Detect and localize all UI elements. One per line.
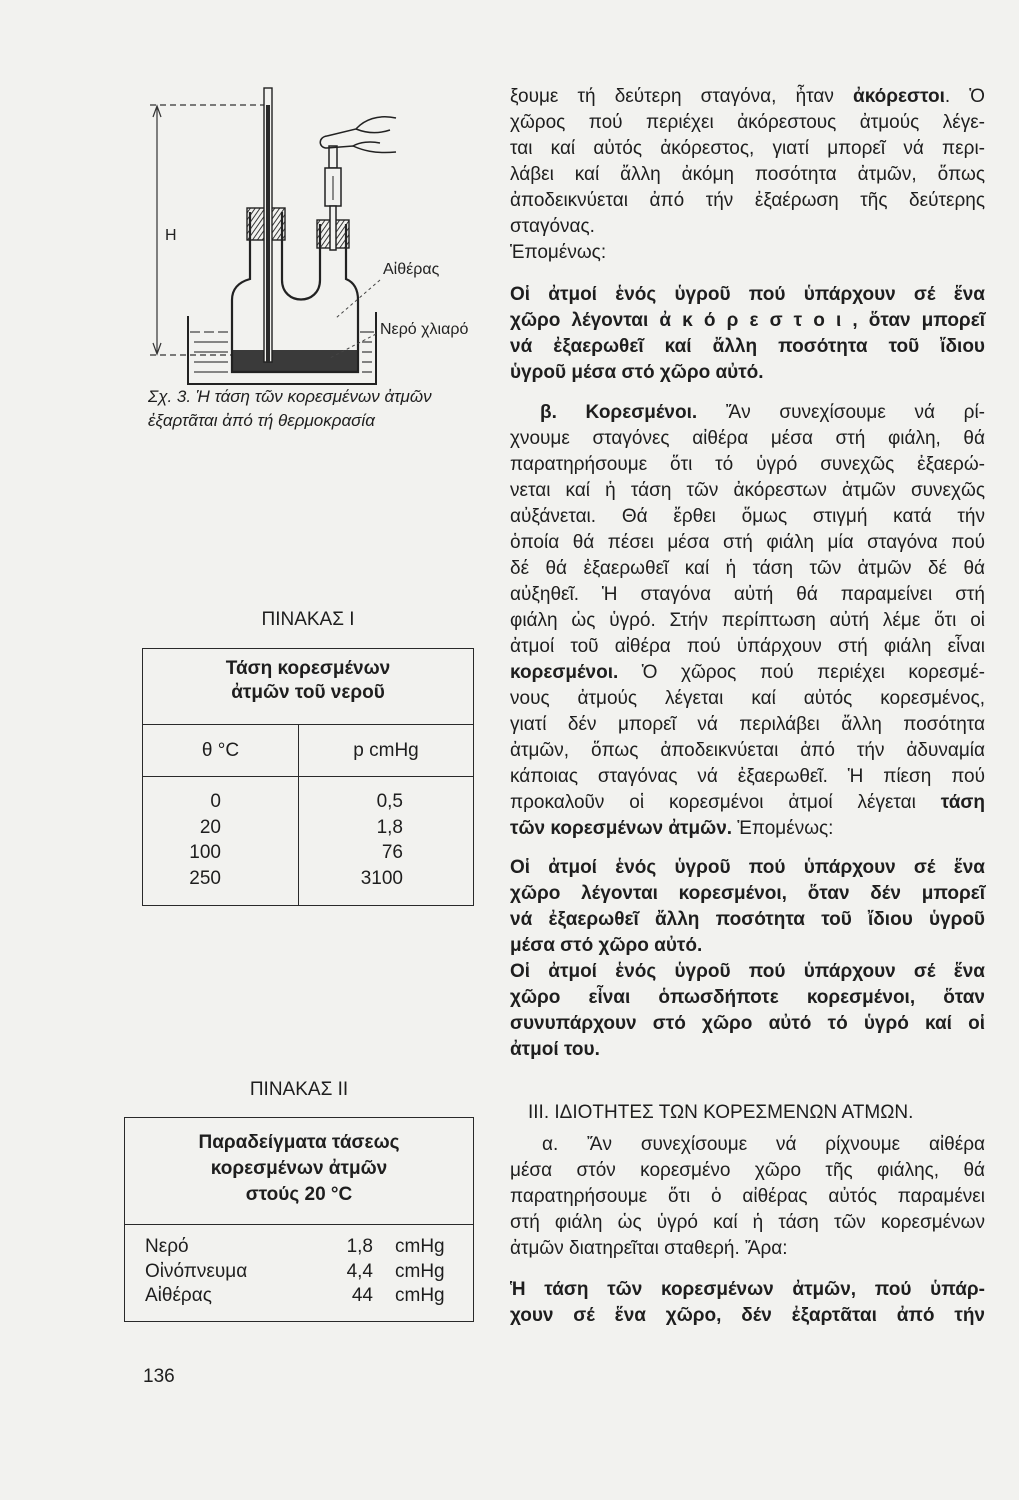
table-row <box>143 866 473 892</box>
text-line: συνυπάρχουν στό χῶρο αὐτό τό ὑγρό καί οἱ <box>510 1013 985 1034</box>
table-row <box>125 1235 473 1260</box>
text-line: ἀτμῶν διατηρεῖται σταθερή. Ἄρα: <box>510 1238 788 1259</box>
vapour-pressure-apparatus-figure <box>140 80 500 400</box>
text-line: χῶρο εἶναι ὁπωσδήποτε κορεσμένοι, ὅταν <box>510 987 985 1008</box>
unit-cell: cmHg <box>395 1285 445 1306</box>
text-line: αὐξάνεται. Θά ἔρθει ὅμως στιγμή κατά τήν <box>510 506 985 527</box>
text-line: παρατηρήσουμε ὅτι τό ὑγρό συνεχῶς ἐξαερώ- <box>510 454 985 475</box>
substance-cell: Οἰνόπνευμα <box>145 1260 248 1282</box>
pressure-cell: 0,5 <box>376 791 403 812</box>
ether-label: Αἰθέρας <box>383 261 440 278</box>
heading-line: Παραδείγματα τάσεως <box>198 1132 400 1153</box>
text-run: προκαλοῦν οἱ κορεσμένοι ἀτμοί λέγεται <box>510 792 941 813</box>
text-line: Οἱ ἀτμοί ἑνός ὑγροῦ πού ὑπάρχουν σέ ἕνα <box>510 961 985 982</box>
text-line: λάβει καί ἄλλη ἀκόμη ποσότητα ἀτμῶν, ὅπως <box>510 164 985 185</box>
text-line: Οἱ ἀτμοί ἑνός ὑγροῦ πού ὑπάρχουν σέ ἕνα <box>510 857 985 878</box>
text-line: νά ἐξαερωθεῖ ἄλλη ποσότητα τοῦ ἴδιου ὑγροῦ <box>510 909 985 930</box>
text-run: Ἄν συνεχίσουμε νά ρί- <box>697 402 985 423</box>
heading-line: στούς 20 °C <box>245 1184 353 1205</box>
text-line: Οἱ ἀτμοί ἑνός ὑγροῦ πού ὑπάρχουν σέ ἕνα <box>510 284 985 305</box>
emphasized-text: τῶν κορεσμένων ἀτμῶν. <box>510 818 733 839</box>
substance-cell: Νερό <box>145 1236 189 1257</box>
water-trough <box>188 312 376 384</box>
hand-icon <box>320 117 396 153</box>
text-run: Ἑπομένως: <box>732 818 834 839</box>
text-line: σταγόνας. <box>510 216 595 237</box>
definition-paragraph <box>510 282 985 386</box>
heading-line: ἀτμῶν τοῦ νεροῦ <box>231 682 385 703</box>
text-run: . Ὁ <box>944 86 986 107</box>
column-header-pressure: p cmHg <box>353 740 419 761</box>
value-cell: 44 <box>351 1285 373 1306</box>
table-row <box>143 815 473 841</box>
caption-line: Σχ. 3. Ἡ τάση τῶν κορεσμένων ἀτμῶν <box>148 387 432 406</box>
definition-paragraph <box>510 959 985 1063</box>
text-line: νους ἀτμούς λέγεται καί αὐτός κορεσμένος, <box>510 688 985 709</box>
unit-cell: cmHg <box>395 1236 445 1257</box>
table2-title: ΠΙΝΑΚΑΣ ΙΙ <box>249 1079 349 1100</box>
text-line: ται καί αὐτός ἀκόρεστος, γιατί μπορεῖ νά περι- <box>510 138 985 159</box>
definition-paragraph <box>510 1277 985 1329</box>
text-line: χῶρο λέγονται ἀ κ ό ρ ε σ τ ο ι , ὅταν μπορεῖ <box>510 310 985 331</box>
glass-tube <box>264 88 272 362</box>
caption-line: ἐξαρτᾶται ἀπό τή θερμοκρασία <box>148 411 375 430</box>
section-heading <box>510 1100 985 1126</box>
text-line: μέσα στό χῶρο αὐτό. <box>510 935 703 956</box>
text-line <box>510 660 985 686</box>
table-row <box>143 840 473 866</box>
text-line <box>510 84 985 110</box>
temperature-cell: 20 <box>199 816 221 838</box>
table1-title: ΠΙΝΑΚΑΣ Ι <box>261 609 355 630</box>
temperature-cell: 100 <box>189 842 221 863</box>
emphasized-text: κορεσμένοι. <box>510 662 619 683</box>
text-line: παρατηρήσουμε ὅτι ὁ αἰθέρας αὐτός παραμένει <box>510 1186 985 1207</box>
text-line: χνουμε σταγόνες αἰθέρα μέσα στή φιάλη, θά <box>510 428 985 449</box>
text-line: ἀποδεικνύεται ἀπό τήν ἐξαέρωση τῆς δεύτερης <box>510 190 985 211</box>
text-line: ὁποία θά πέσει μέσα στή φιάλη μία σταγόνα πού <box>510 532 985 553</box>
table-row <box>125 1284 473 1309</box>
text-line: νεται καί ἡ τάση τῶν ἀκόρεστων ἀτμῶν συνεχῶς <box>510 480 985 501</box>
text-line: ἀτμοί του. <box>510 1039 600 1060</box>
temperature-cell: 250 <box>189 867 221 889</box>
text-line: ἀτμοί τοῦ αἰθέρα πού ὑπάρχουν στή φιάλη εἶναι <box>510 636 985 657</box>
text-line: Ἡ τάση τῶν κορεσμένων ἀτμῶν, πού ὑπάρ- <box>510 1279 985 1300</box>
table1 <box>142 648 474 906</box>
text-line: α. Ἄν συνεχίσουμε νά ρίχνουμε αἰθέρα <box>542 1134 985 1155</box>
paragraph <box>510 1132 985 1262</box>
table-row <box>125 1260 473 1285</box>
text-line: χῶρο λέγονται κορεσμένοι, ὅταν δέν μπορεῖ <box>510 883 985 904</box>
text-line: μέσα στόν κορεσμένο χῶρο τῆς φιάλης, θά <box>510 1160 985 1181</box>
text-line: κάποιας σταγόνας νά ἐξαερωθεῖ. Ἡ πίεση πού <box>510 766 985 787</box>
label-leaders <box>330 280 380 358</box>
unit-cell: cmHg <box>395 1260 445 1282</box>
figure-caption <box>148 385 432 433</box>
text-line <box>510 790 985 816</box>
value-cell: 1,8 <box>346 1236 373 1257</box>
text-line: δέ θά ἐξαερωθεῖ καί ἡ τάση τῶν ἀτμῶν δέ θά <box>510 558 985 579</box>
text-line: ὑγροῦ μέσα στό χῶρο αὐτό. <box>510 362 764 383</box>
pressure-cell: 1,8 <box>376 816 403 838</box>
text-run: ξουμε τή δεύτερη σταγόνα, ἦταν <box>510 86 854 107</box>
text-line: ἀτμῶν, ὅπως ἀποδεικνύεται ἀπό τήν ἀδυναμία <box>510 740 985 761</box>
paragraph <box>510 240 985 266</box>
pressure-cell: 76 <box>381 842 403 863</box>
text-line: αὐξηθεῖ. Ἡ σταγόνα αὐτή θά παραμείνει στή <box>510 584 985 605</box>
table1-heading <box>143 657 473 705</box>
paragraph <box>510 400 985 842</box>
pressure-cell: 3100 <box>360 867 403 889</box>
text-line: γιατί δέν μπορεῖ νά περιλάβει ἄλλη ποσότητα <box>510 714 985 735</box>
emphasized-text: ἀκόρεστοι <box>853 86 945 107</box>
text-run: Ὁ χῶρος πού περιέχει κορεσμέ- <box>618 662 985 683</box>
warm-water-label: Νερό χλιαρό <box>380 321 469 338</box>
text-line: χουν σέ ἕνα χῶρο, δέν ἐξαρτᾶται ἀπό τήν <box>510 1305 985 1326</box>
text-line: φιάλη ὡς ὑγρό. Στήν περίπτωση αὐτή λέμε ὅτι οἱ <box>510 610 985 631</box>
table2 <box>124 1117 474 1322</box>
temperature-cell: 0 <box>210 791 221 812</box>
text-line: Ἑπομένως: <box>510 242 607 263</box>
text-line: νά ἐξαερωθεῖ καί ἄλλη ποσότητα τοῦ ἴδιου <box>510 336 985 357</box>
body-text-column <box>510 84 985 1329</box>
heading-line: κορεσμένων ἀτμῶν <box>210 1158 388 1179</box>
text-line <box>510 400 985 426</box>
height-label: H <box>165 227 177 244</box>
paragraph <box>510 84 985 240</box>
divider <box>125 1224 473 1225</box>
table2-body <box>125 1235 473 1309</box>
text-line: στή φιάλη ὡς ὑγρό καί ἡ τάση τῶν κορεσμένων <box>510 1212 985 1233</box>
text-line: χῶρος πού περιέχει ἀκόρεστους ἀτμούς λέγε- <box>510 112 985 133</box>
page-number: 136 <box>143 1366 175 1387</box>
table1-body <box>143 789 473 891</box>
text-line: III. ΙΔΙΟΤΗΤΕΣ ΤΩΝ ΚΟΡΕΣΜΕΝΩΝ ΑΤΜΩΝ. <box>528 1102 914 1123</box>
heading-line: Τάση κορεσμένων <box>225 658 391 679</box>
table2-heading <box>125 1130 473 1208</box>
emphasized-text: β. Κορεσμένοι. <box>540 402 698 423</box>
column-header-temperature: θ °C <box>201 740 240 761</box>
value-cell: 4,4 <box>346 1260 373 1282</box>
table-row <box>143 789 473 815</box>
emphasized-text: τάση <box>940 792 985 813</box>
substance-cell: Αἰθέρας <box>145 1285 212 1306</box>
text-line <box>510 816 985 842</box>
definition-paragraph <box>510 855 985 959</box>
